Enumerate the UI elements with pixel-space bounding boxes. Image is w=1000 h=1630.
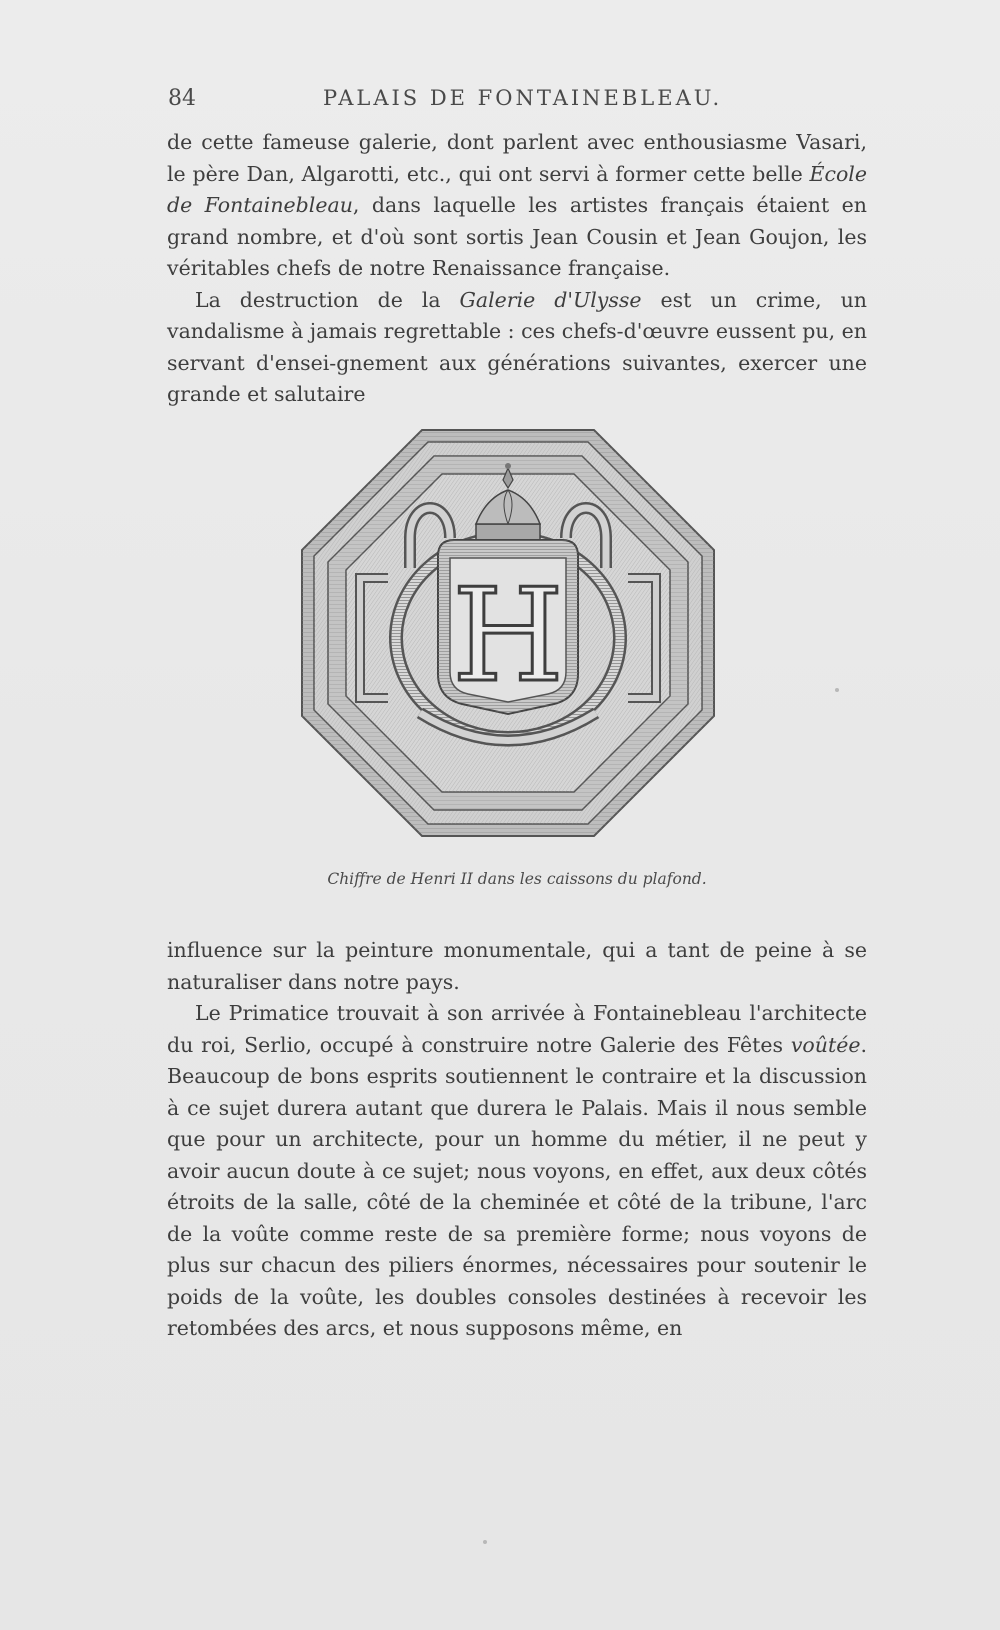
italic-title: École de Fontainebleau bbox=[167, 161, 867, 217]
paragraph: La destruction de la Galerie d'Ulysse est un crime, un vandalisme à jamais regrettable : ces chefs-d'œuvre eussent pu, en servant d'ensei-gnement aux générations suivantes, exercer une grande et salutaire bbox=[167, 287, 867, 406]
text-block-top bbox=[167, 127, 867, 411]
running-title: PALAIS DE FONTAINEBLEAU. bbox=[323, 86, 723, 110]
octagonal-coffer-illustration bbox=[300, 428, 716, 838]
engraving-figure bbox=[300, 428, 716, 838]
monogram-letter: H bbox=[452, 562, 564, 711]
paper-speck bbox=[483, 1540, 487, 1544]
paragraph: de cette fameuse galerie, dont parlent avec enthousiasme Vasari, le père Dan, Algarotti, etc., qui ont servi à former cette belle École de Fontainebleau, dans laquelle les artistes français étaient en grand nombre, et d'où sont sortis Jean Cousin et Jean Goujon, les véritables chefs de notre Renaissance française. bbox=[167, 130, 867, 280]
figure-caption: Chiffre de Henri II dans les caissons du plafond. bbox=[327, 870, 707, 888]
text-block-bottom bbox=[167, 935, 867, 1345]
paragraph: Le Primatice trouvait à son arrivée à Fontainebleau l'architecte du roi, Serlio, occupé à construire notre Galerie des Fêtes voûtée. Beaucoup de bons esprits soutiennent le contraire et la discussion à ce sujet durera autant que durera le Palais. Mais il nous semble que pour un architecte, pour un homme du métier, il ne peut y avoir aucun doute à ce sujet; nous voyons, en effet, aux deux côtés étroits de la salle, côté de la cheminée et côté de la tribune, l'arc de la voûte comme reste de sa première forme; nous voyons de plus sur chacun des piliers énormes, nécessaires pour soutenir le poids de la voûte, les doubles consoles destinées à recevoir les retombées des arcs, et nous supposons même, en bbox=[167, 1001, 867, 1340]
page-header bbox=[168, 86, 868, 116]
page-number: 84 bbox=[168, 86, 196, 111]
paragraph: influence sur la peinture monumentale, qui a tant de peine à se naturaliser dans notre pays. bbox=[167, 938, 867, 994]
paper-speck bbox=[835, 688, 839, 692]
italic-word: voûtée bbox=[790, 1032, 861, 1057]
italic-title: Galerie d'Ulysse bbox=[459, 287, 642, 312]
